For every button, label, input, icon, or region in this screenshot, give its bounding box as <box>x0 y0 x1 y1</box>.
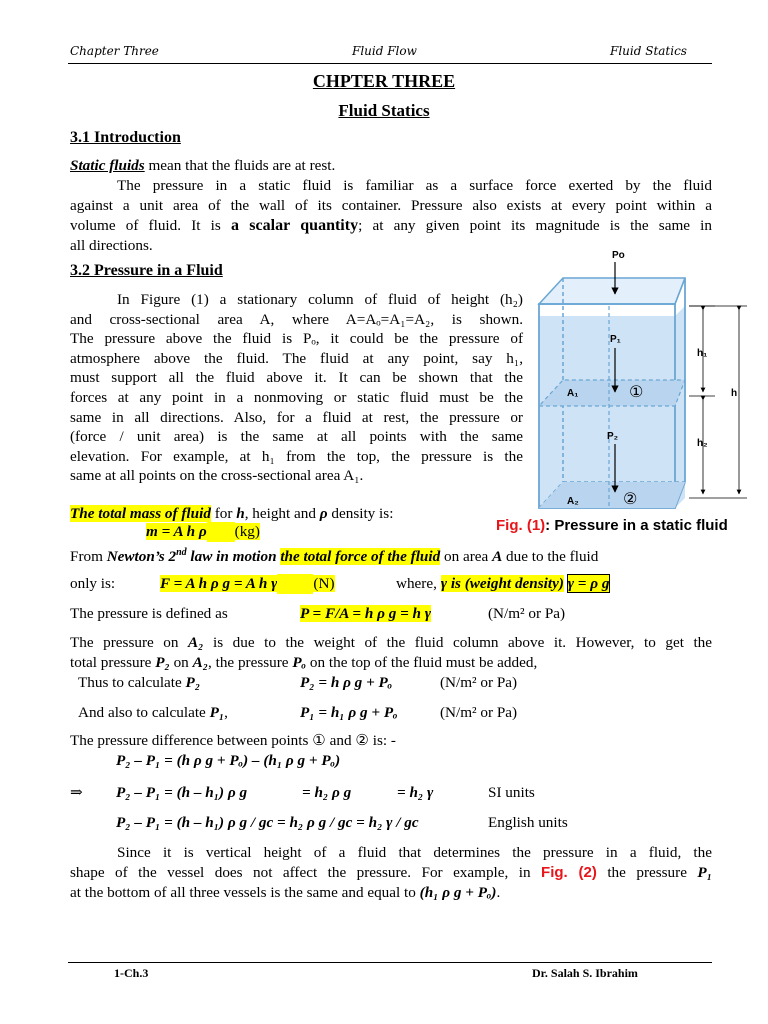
footer-rule <box>68 962 712 963</box>
newton-statement: From Newton’s 2nd law in motion the total force of the fluid on area A due to the fluid <box>70 547 599 566</box>
force-equation: F = A h ρ g = A h γ (N) <box>160 575 335 592</box>
english-equation: P₂ – P₁ = (h – h₁) ρ g / gc = h₂ ρ g / gc = h₂ γ / gc <box>116 814 419 831</box>
intro-line-1: The pressure in a static fluid is familiar as a surface force exerted by the fluid <box>117 177 712 194</box>
figure-caption: Fig. (1): Pressure in a static fluid <box>496 517 728 534</box>
a2-line-2: total pressure P₂ on A₂, the pressure Pₒ on the top of the fluid must be added, <box>70 654 538 671</box>
pressure-def-equation: P = F/A = h ρ g = h γ <box>300 605 432 622</box>
pressure-difference-lead: The pressure difference between points ① and ② is: - <box>70 732 396 749</box>
pressure-def-unit: (N/m² or Pa) <box>488 605 566 622</box>
label-po: Po <box>612 250 625 261</box>
p2-unit: (N/m² or Pa) <box>440 674 518 691</box>
p1-unit: (N/m² or Pa) <box>440 704 518 721</box>
closing-line-1: Since it is vertical height of a fluid that determines the pressure in a fluid, the <box>117 844 712 861</box>
mass-equation: m = A h ρ (kg) <box>146 523 260 540</box>
weight-density-def: where, γ is (weight density) γ = ρ g <box>396 575 610 592</box>
mass-statement: The total mass of fluid for h, height and ρ density is: <box>70 505 394 522</box>
intro-line-4: all directions. <box>70 237 153 254</box>
label-h1: h₁ <box>697 348 708 359</box>
section-heading-pressure: 3.2 Pressure in a Fluid <box>70 262 223 279</box>
si-equation-c: = h₂ γ <box>397 784 434 801</box>
area-a1-plane <box>539 380 685 406</box>
implies-arrow: ⇒ <box>70 784 83 801</box>
pressure-def-lead: The pressure is defined as <box>70 605 228 622</box>
si-equation-a: P₂ – P₁ = (h – h₁) ρ g <box>116 784 248 801</box>
fluid-column-figure <box>525 244 757 520</box>
pressure-paragraph: In Figure (1) a stationary column of fluid of height (h₂) and cross-sectional area A, where A=Aₒ=A₁=A₂, is shown. The pressure above the fluid is Pₒ, it could be the pressure of atmosphere above the fluid. The fluid at any point, say h₁, must support all the fluid above it. It can be shown that the forces at any point in a nonmoving or static fluid must be the same in all directions. Also, for a fluid at rest, the pressure or (force / unit area) is the same at all points with the same elevation. For example, at h₁ from the top, the pressure is the same at all points on the cross-sectional area A₁. <box>70 291 523 485</box>
label-p1: P₁ <box>610 334 621 345</box>
footer-author: Dr. Salah S. Ibrahim <box>532 966 638 980</box>
container-top <box>539 278 685 304</box>
si-units-label: SI units <box>488 784 535 801</box>
p2-equation: P₂ = h ρ g + Pₒ <box>300 674 393 691</box>
force-lead: only is: <box>70 575 116 592</box>
a2-line-1: The pressure on A₂ is due to the weight of the fluid column above it. However, to get the <box>70 634 713 651</box>
area-a2-plane <box>539 482 685 508</box>
closing-line-2: shape of the vessel does not affect the pressure. For example, in Fig. (2) the pressure P₁ <box>70 864 712 881</box>
english-units-label: English units <box>488 814 568 831</box>
p2-lead: Thus to calculate P₂ <box>78 674 201 691</box>
chapter-subtitle: Fluid Statics <box>338 101 430 120</box>
p1-lead: And also to calculate P₁, <box>78 704 228 721</box>
static-fluids-definition: Static fluids mean that the fluids are at rest. <box>70 157 336 174</box>
si-equation-b: = h₂ ρ g <box>302 784 352 801</box>
header-chapter: Chapter Three <box>70 44 159 58</box>
point-2-marker: ② <box>623 489 638 508</box>
label-h2: h₂ <box>697 438 708 449</box>
label-a2: A₂ <box>567 496 579 507</box>
point-1-marker: ① <box>629 382 644 401</box>
pressure-difference-equation: P₂ – P₁ = (h ρ g + Pₒ) – (h₁ ρ g + Pₒ) <box>116 752 341 769</box>
header-rule <box>68 63 712 64</box>
p1-equation: P₁ = h₁ ρ g + Pₒ <box>300 704 398 721</box>
intro-line-3: volume of fluid. It is a scalar quantity; at any given point its magnitude is the same in <box>70 217 712 234</box>
label-p2: P₂ <box>607 431 619 442</box>
chapter-title: CHPTER THREE <box>312 71 456 91</box>
closing-line-3: at the bottom of all three vessels is the same and equal to (h₁ ρ g + Pₒ). <box>70 884 501 901</box>
intro-line-2: against a unit area of the wall of its container. Pressure also exists at every point within a <box>70 197 712 214</box>
footer-page: 1-Ch.3 <box>114 966 149 980</box>
label-h: h <box>731 388 738 399</box>
section-heading-introduction: 3.1 Introduction <box>70 129 181 146</box>
header-topic: Fluid Flow <box>352 44 417 58</box>
label-a1: A₁ <box>567 388 579 399</box>
header-section: Fluid Statics <box>610 44 687 58</box>
